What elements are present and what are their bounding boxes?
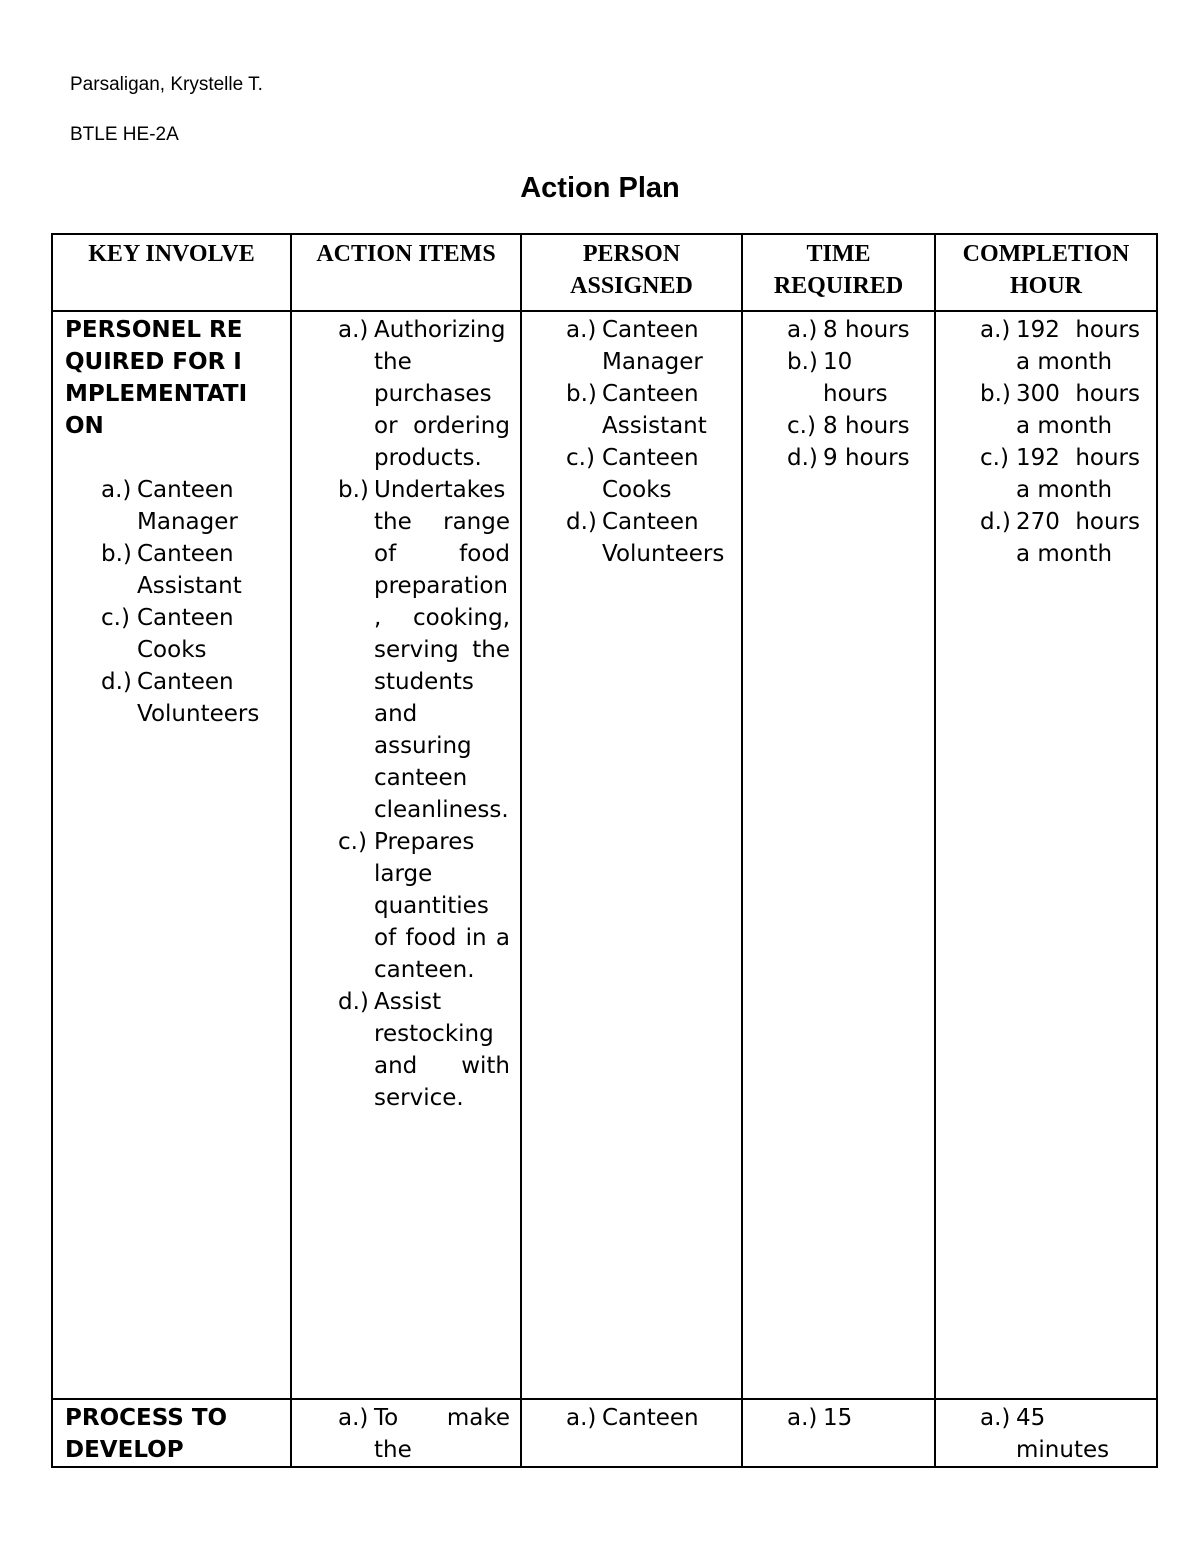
completion-hour-list (980, 314, 1140, 570)
page-title: Action Plan (520, 172, 680, 204)
list-item (787, 1402, 912, 1434)
list-marker: c.) (980, 445, 1009, 471)
list-text: Canteen Volunteers (602, 509, 725, 567)
list-marker: a.) (338, 1405, 369, 1431)
completion-hour-cell (935, 1399, 1157, 1467)
list-text: To make the (374, 1405, 510, 1463)
time-required-cell (742, 311, 935, 1399)
list-text: Canteen Cooks (137, 605, 234, 663)
column-header-time-required: TIME REQUIRED (742, 234, 935, 311)
list-item (566, 1402, 729, 1434)
list-item (101, 666, 272, 730)
list-text: 192 hours a month (1016, 317, 1140, 375)
list-item (566, 378, 729, 442)
list-item (338, 314, 510, 474)
time-required-list (787, 1402, 912, 1434)
list-item (980, 314, 1140, 378)
completion-hour-cell (935, 311, 1157, 1399)
list-marker: c.) (338, 829, 367, 855)
list-marker: a.) (566, 317, 597, 343)
action-plan-table (51, 233, 1158, 1468)
list-item (566, 442, 729, 506)
list-marker: b.) (980, 381, 1011, 407)
key-involve-cell (52, 311, 291, 1399)
course-section: BTLE HE-2A (70, 124, 179, 145)
list-item (338, 1402, 510, 1466)
completion-hour-list (980, 1402, 1140, 1466)
person-assigned-cell (521, 311, 742, 1399)
column-header-completion-hour: COMPLETION HOUR (935, 234, 1157, 311)
key-involve-title: PROCESS TO DEVELOP (65, 1405, 228, 1463)
list-marker: c.) (101, 605, 130, 631)
list-text: 15 (823, 1405, 853, 1431)
action-items-cell (291, 311, 521, 1399)
list-item (101, 602, 272, 666)
action-items-list (338, 314, 510, 1114)
list-marker: b.) (101, 541, 132, 567)
list-marker: a.) (787, 1405, 818, 1431)
list-marker: d.) (101, 669, 132, 695)
list-text: 45 minutes (1016, 1405, 1110, 1463)
table-row (52, 1399, 1157, 1467)
person-assigned-cell (521, 1399, 742, 1467)
list-text: 270 hours a month (1016, 509, 1140, 567)
person-assigned-list (566, 314, 729, 570)
list-marker: a.) (787, 317, 818, 343)
list-item (566, 314, 729, 378)
list-item (338, 474, 510, 826)
list-text: 8 hours (823, 413, 910, 439)
person-assigned-list (566, 1402, 729, 1434)
list-text: Canteen Manager (137, 477, 238, 535)
list-marker: a.) (980, 1405, 1011, 1431)
list-text: Canteen (602, 1405, 699, 1431)
list-item (787, 346, 912, 410)
list-marker: a.) (101, 477, 132, 503)
column-header-action-items: ACTION ITEMS (291, 234, 521, 311)
list-marker: c.) (566, 445, 595, 471)
list-item (787, 410, 912, 442)
list-text: Canteen Volunteers (137, 669, 260, 727)
list-marker: a.) (566, 1405, 597, 1431)
list-text: Assist restocking and with service. (374, 989, 510, 1111)
key-involve-list (65, 474, 278, 730)
list-text: 300 hours a month (1016, 381, 1140, 439)
time-required-cell (742, 1399, 935, 1467)
table-header-row (52, 234, 1157, 311)
list-item (101, 474, 272, 538)
list-item (338, 986, 510, 1114)
key-involve-title: PERSONEL REQUIRED FOR IMPLEMENTATION (65, 317, 248, 439)
list-text: 10 hours (823, 349, 888, 407)
list-text: 8 hours (823, 317, 910, 343)
table-row (52, 311, 1157, 1399)
list-item (980, 506, 1140, 570)
time-required-list (787, 314, 912, 474)
list-text: Canteen Cooks (602, 445, 699, 503)
column-header-key-involve: KEY INVOLVE (52, 234, 291, 311)
list-text: 9 hours (823, 445, 910, 471)
list-item (101, 538, 272, 602)
list-text: Undertakes the range of food preparation, cooking, serving the students and assuring canteen cleanliness. (374, 477, 510, 823)
list-text: Authorizing the purchases or ordering products. (374, 317, 510, 471)
list-marker: c.) (787, 413, 816, 439)
list-marker: b.) (787, 349, 818, 375)
list-item (787, 442, 912, 474)
column-header-person-assigned: PERSON ASSIGNED (521, 234, 742, 311)
student-name: Parsaligan, Krystelle T. (70, 74, 263, 95)
list-marker: b.) (338, 477, 369, 503)
list-text: Prepares large quantities of food in a canteen. (374, 829, 510, 983)
list-marker: a.) (338, 317, 369, 343)
list-marker: d.) (566, 509, 597, 535)
list-marker: d.) (338, 989, 369, 1015)
list-marker: d.) (980, 509, 1011, 535)
list-item (566, 506, 729, 570)
action-items-list (338, 1402, 510, 1466)
list-item (980, 1402, 1140, 1466)
list-text: Canteen Assistant (602, 381, 707, 439)
list-item (980, 442, 1140, 506)
list-marker: a.) (980, 317, 1011, 343)
action-items-cell (291, 1399, 521, 1467)
list-text: Canteen Assistant (137, 541, 242, 599)
list-item (338, 826, 510, 986)
list-text: Canteen Manager (602, 317, 703, 375)
list-item (787, 314, 912, 346)
key-involve-cell (52, 1399, 291, 1467)
list-text: 192 hours a month (1016, 445, 1140, 503)
list-marker: b.) (566, 381, 597, 407)
list-item (980, 378, 1140, 442)
list-marker: d.) (787, 445, 818, 471)
